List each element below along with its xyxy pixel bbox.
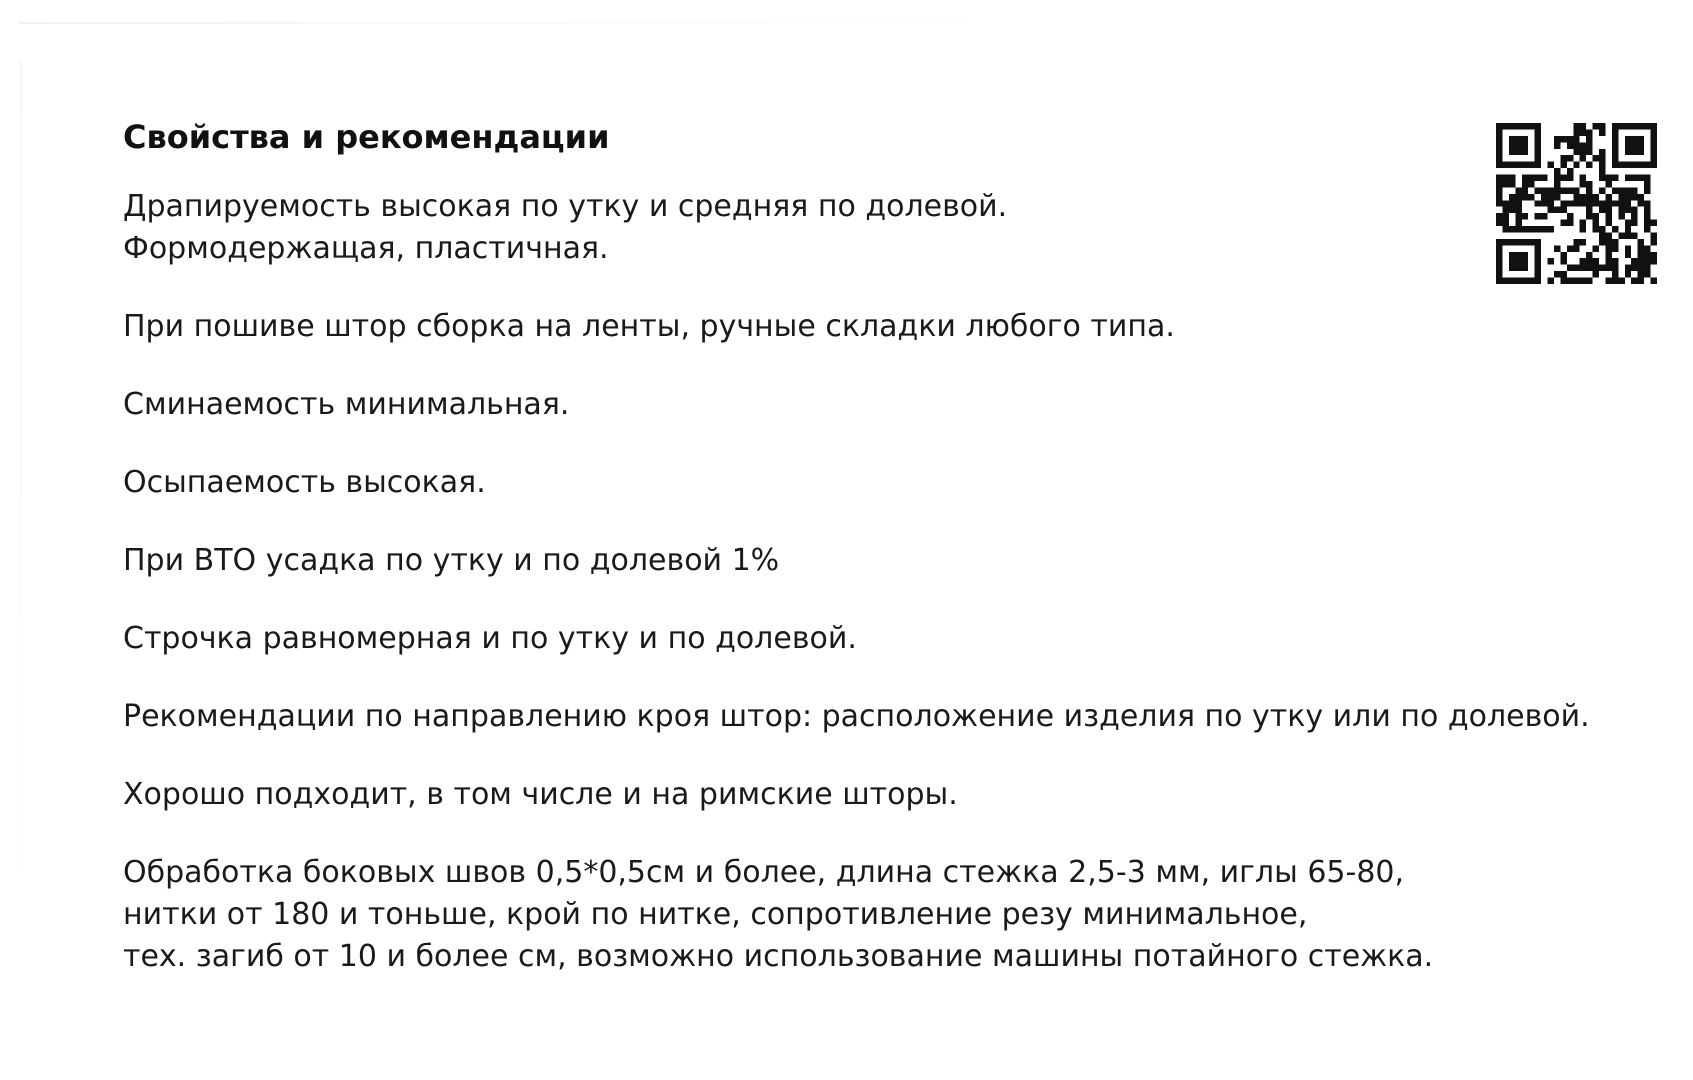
paragraph-crease bbox=[123, 384, 1653, 426]
paragraph-cut-direction bbox=[123, 696, 1653, 738]
paragraph-line: Строчка равномерная и по утку и по долевой. bbox=[123, 621, 857, 657]
paragraph-line: Формодержащая, пластичная. bbox=[123, 231, 609, 267]
paragraph-drape bbox=[123, 186, 1653, 270]
paragraph-stitch bbox=[123, 618, 1653, 660]
paragraph-line: Хорошо подходит, в том числе и на римские шторы. bbox=[123, 777, 958, 813]
paragraph-line: Драпируемость высокая по утку и средняя по долевой. bbox=[123, 189, 1008, 225]
paragraph-line: Рекомендации по направлению кроя штор: расположение изделия по утку или по долевой. bbox=[123, 699, 1590, 735]
paragraph-seams bbox=[123, 852, 1653, 978]
paragraph-line: Осыпаемость высокая. bbox=[123, 465, 486, 501]
paragraph-line: При ВТО усадка по утку и по долевой 1% bbox=[123, 543, 780, 579]
paragraph-line: Обработка боковых швов 0,5*0,5см и более, длина стежка 2,5-3 мм, иглы 65-80, bbox=[123, 855, 1405, 891]
paragraph-line: тех. загиб от 10 и более см, возможно использование машины потайного стежка. bbox=[123, 939, 1434, 975]
paragraph-line: Сминаемость минимальная. bbox=[123, 387, 570, 423]
page-title: Свойства и рекомендации bbox=[123, 118, 610, 156]
qr-code-icon bbox=[1496, 123, 1657, 284]
paragraph-sewing bbox=[123, 306, 1653, 348]
paragraph-line: нитки от 180 и тоньше, крой по нитке, сопротивление резу минимальное, bbox=[123, 897, 1308, 933]
content bbox=[123, 118, 1653, 1014]
paragraph-shrinkage bbox=[123, 540, 1653, 582]
paragraph-fray bbox=[123, 462, 1653, 504]
paragraph-roman-blinds bbox=[123, 774, 1653, 816]
paragraph-line: При пошиве штор сборка на ленты, ручные складки любого типа. bbox=[123, 309, 1175, 345]
